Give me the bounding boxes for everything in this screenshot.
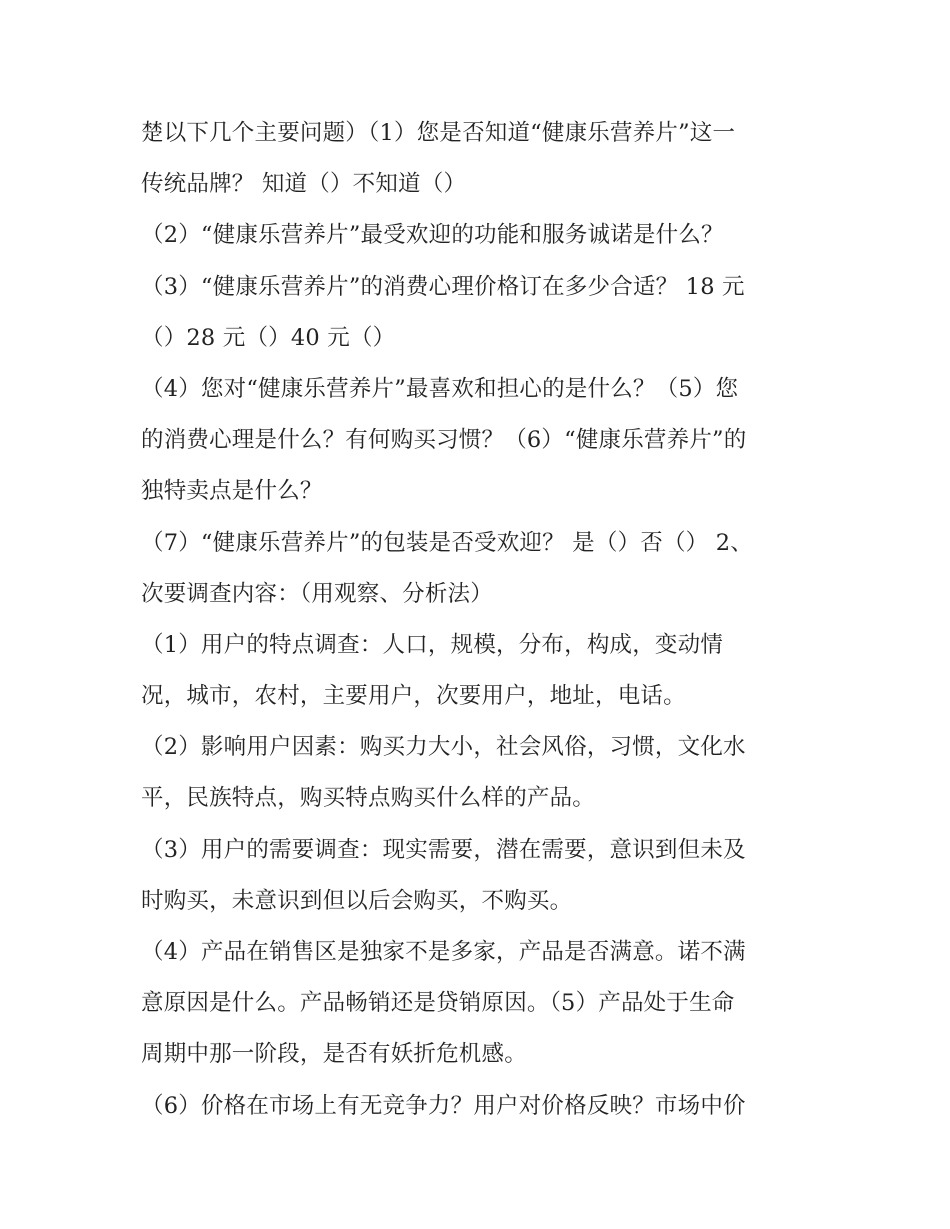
text-line: （）28 元（）40 元（） (141, 324, 396, 351)
text-line: 传统品牌？ 知道（）不知道（） (141, 171, 467, 198)
text-line: （3）“健康乐营养片”的消费心理价格订在多少合适？ 18 元 (141, 273, 745, 300)
text-line: （1）用户的特点调查：人口，规模，分布，构成，变动情 (141, 631, 724, 658)
text-line: 独特卖点是什么？ (141, 478, 323, 505)
text-line: 的消费心理是什么？有何购买习惯？（6）“健康乐营养片”的 (141, 427, 747, 454)
text-line: （2）“健康乐营养片”最受欢迎的功能和服务诚诺是什么？ (141, 222, 724, 249)
text-line: 意原因是什么。产品畅销还是贷销原因。（5）产品处于生命 (141, 990, 735, 1017)
text-line: （4）产品在销售区是独家不是多家，产品是否满意。诺不满 (141, 939, 746, 965)
text-line: 次要调查内容：（用观察、分析法） (141, 580, 493, 607)
body-text (141, 108, 821, 1132)
text-line: 楚以下几个主要问题）（1）您是否知道“健康乐营养片”这一 (141, 120, 736, 146)
text-line: （4）您对“健康乐营养片”最喜欢和担心的是什么？（5）您 (141, 375, 739, 402)
text-line: （7）“健康乐营养片”的包装是否受欢迎？ 是（）否（） 2、 (141, 529, 753, 556)
text-line: 时购买，未意识到但以后会购买，不购买。 (141, 887, 573, 914)
text-line: 况，城市，农村，主要用户，次要用户，地址，电话。 (141, 683, 686, 710)
text-line: （3）用户的需要调查：现实需要，潜在需要，意识到但未及 (141, 836, 746, 863)
text-line: 平，民族特点，购买特点购买什么样的产品。 (141, 785, 596, 812)
text-line: 周期中那一阶段，是否有妖折危机感。 (141, 1041, 527, 1068)
text-line: （6）价格在市场上有无竞争力？用户对价格反映？市场中价 (141, 1092, 746, 1119)
text-line: （2）影响用户因素：购买力大小，社会风俗，习惯，文化水 (141, 734, 746, 761)
